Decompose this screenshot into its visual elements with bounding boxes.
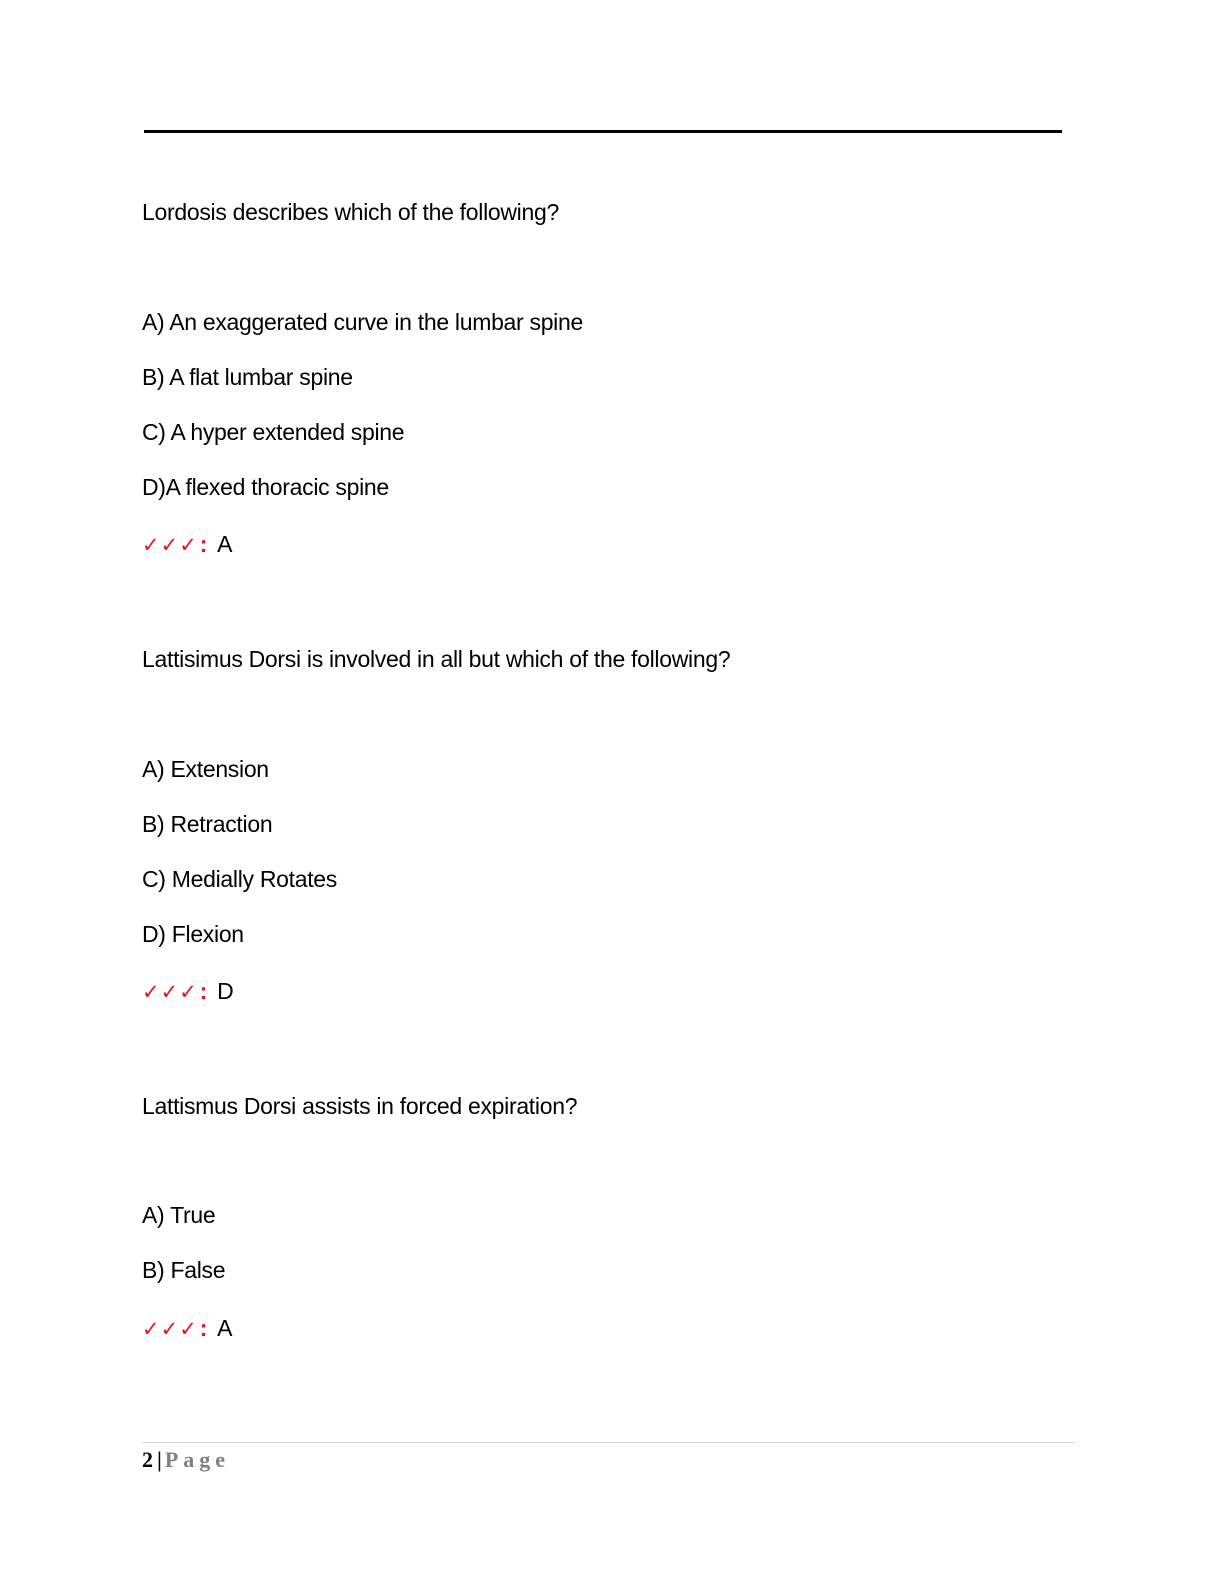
page-footer xyxy=(142,1447,230,1473)
answer-colon: : xyxy=(199,978,208,1004)
checkmarks-icon: ✓✓✓ xyxy=(142,980,198,1004)
answer-letter: D xyxy=(217,978,234,1004)
question-1-option-c: C) A hyper extended spine xyxy=(142,419,405,445)
answer-colon: : xyxy=(199,531,208,557)
checkmarks-icon: ✓✓✓ xyxy=(142,1317,198,1341)
question-3-text: Lattismus Dorsi assists in forced expiration? xyxy=(142,1093,578,1119)
question-1-text: Lordosis describes which of the following? xyxy=(142,199,559,225)
footer-separator: | xyxy=(157,1447,162,1472)
page-number: 2 xyxy=(142,1447,153,1472)
answer-letter: A xyxy=(217,531,233,557)
question-3-option-b: B) False xyxy=(142,1257,226,1283)
question-1-option-b: B) A flat lumbar spine xyxy=(142,364,353,390)
question-2-text: Lattisimus Dorsi is involved in all but which of the following? xyxy=(142,646,731,672)
answer-letter: A xyxy=(217,1315,233,1341)
question-2-option-c: C) Medially Rotates xyxy=(142,866,337,892)
question-3-answer xyxy=(142,1314,232,1343)
checkmarks-icon: ✓✓✓ xyxy=(142,533,198,557)
question-3-option-a: A) True xyxy=(142,1202,216,1228)
question-1-answer xyxy=(142,530,232,559)
answer-colon: : xyxy=(199,1315,208,1341)
footer-rule xyxy=(142,1442,1076,1443)
question-2-option-b: B) Retraction xyxy=(142,811,273,837)
question-1-option-d: D)A flexed thoracic spine xyxy=(142,474,389,500)
question-2-option-a: A) Extension xyxy=(142,756,269,782)
question-1-option-a: A) An exaggerated curve in the lumbar spine xyxy=(142,309,583,335)
page-label: Page xyxy=(164,1447,231,1472)
header-rule xyxy=(144,130,1062,133)
question-2-option-d: D) Flexion xyxy=(142,921,244,947)
question-2-answer xyxy=(142,977,233,1006)
